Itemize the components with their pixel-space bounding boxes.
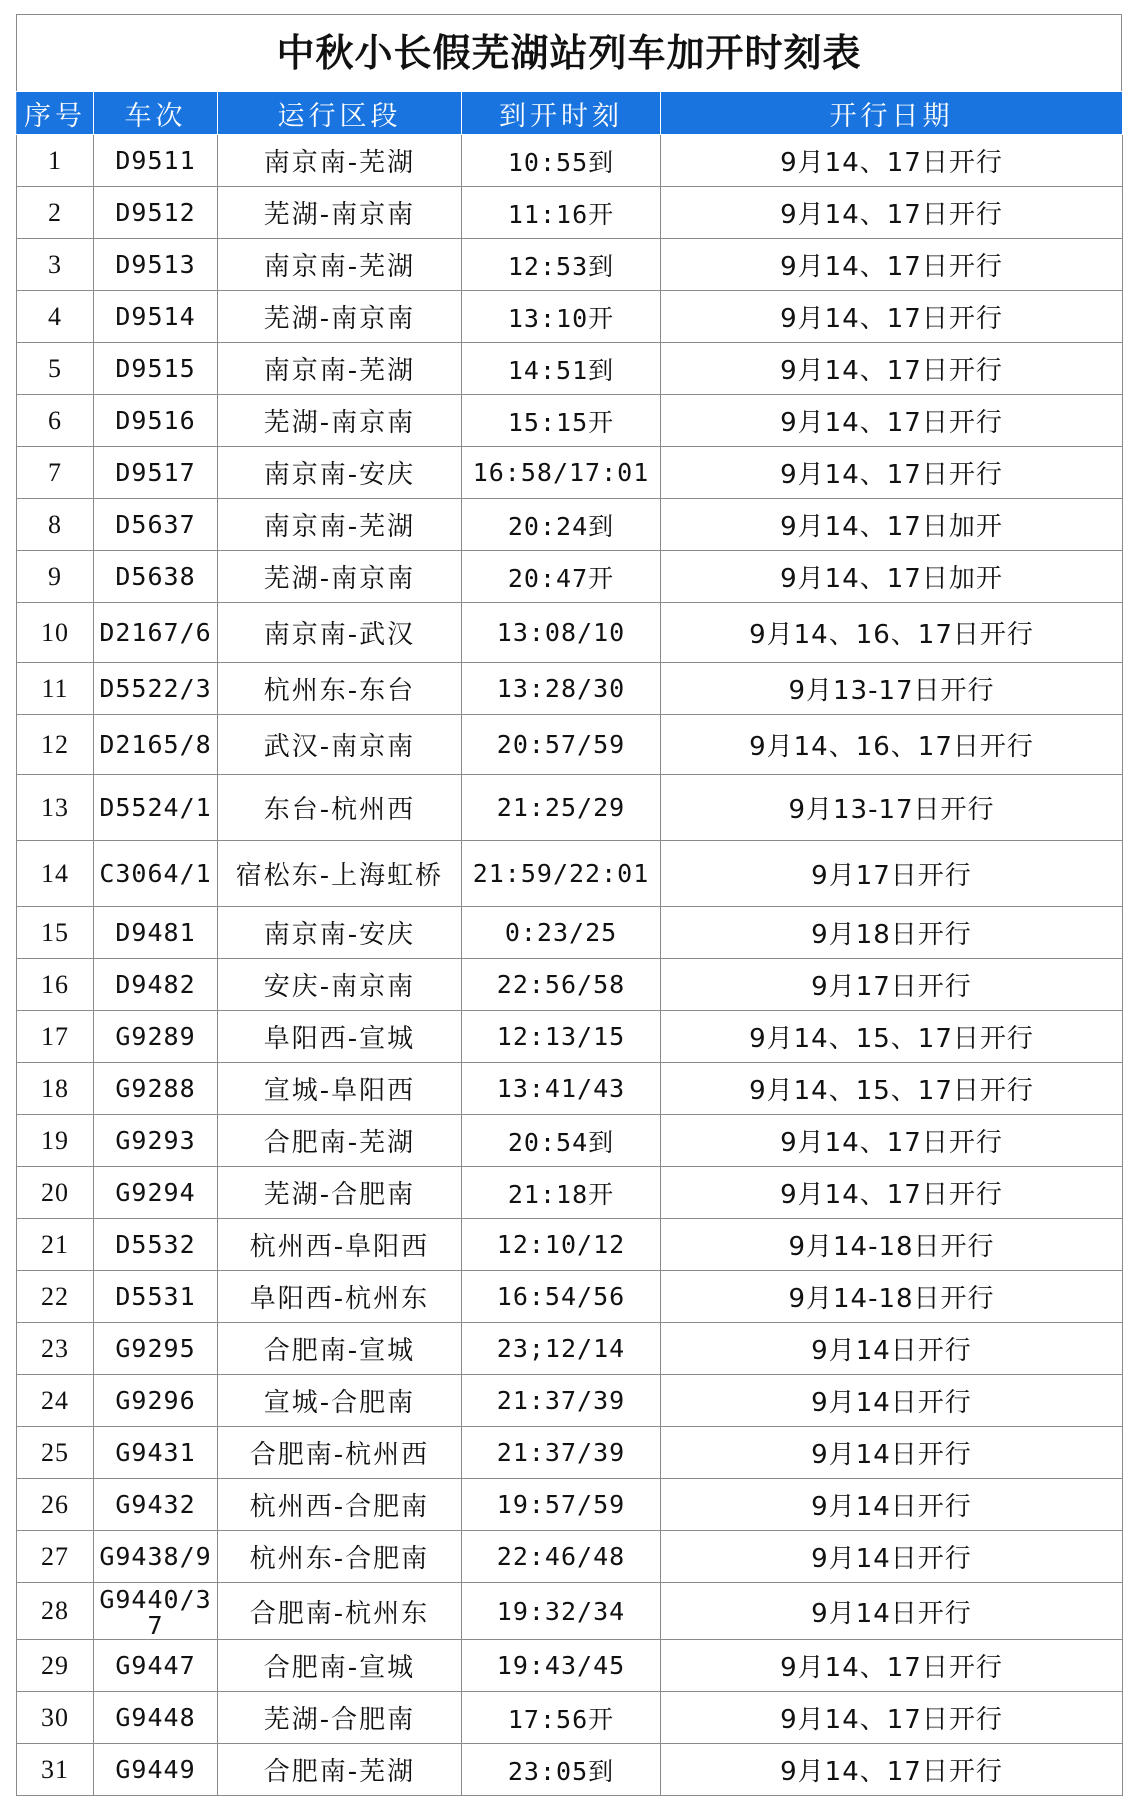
route-section: 阜阳西-宣城 (218, 1011, 462, 1063)
table-row (17, 1167, 1123, 1219)
operating-date: 9月14-18日开行 (661, 1271, 1123, 1323)
arrival-departure-time: 16:58/17:01 (462, 447, 661, 499)
train-number: D9516 (94, 395, 218, 447)
route-section: 宣城-合肥南 (218, 1375, 462, 1427)
timetable-body (17, 135, 1123, 1796)
route-section: 合肥南-宣城 (218, 1640, 462, 1692)
row-number: 17 (17, 1011, 94, 1063)
header-date: 开行日期 (661, 92, 1123, 135)
arrival-departure-time: 21:37/39 (462, 1375, 661, 1427)
train-number: G9293 (94, 1115, 218, 1167)
table-row (17, 1323, 1123, 1375)
page-title: 中秋小长假芜湖站列车加开时刻表 (16, 14, 1122, 91)
operating-date: 9月17日开行 (661, 841, 1123, 907)
train-number: G9440/37 (94, 1583, 218, 1640)
arrival-departure-time: 0:23/25 (462, 907, 661, 959)
row-number: 28 (17, 1583, 94, 1640)
route-section: 南京南-芜湖 (218, 343, 462, 395)
row-number: 20 (17, 1167, 94, 1219)
arrival-departure-time: 14:51到 (462, 343, 661, 395)
route-section: 宣城-阜阳西 (218, 1063, 462, 1115)
table-row (17, 239, 1123, 291)
row-number: 19 (17, 1115, 94, 1167)
operating-date: 9月14日开行 (661, 1375, 1123, 1427)
arrival-departure-time: 13:28/30 (462, 663, 661, 715)
table-row (17, 447, 1123, 499)
train-number: G9288 (94, 1063, 218, 1115)
route-section: 芜湖-合肥南 (218, 1167, 462, 1219)
arrival-departure-time: 21:59/22:01 (462, 841, 661, 907)
table-row (17, 1011, 1123, 1063)
table-row (17, 291, 1123, 343)
table-row (17, 135, 1123, 187)
operating-date: 9月14、17日加开 (661, 551, 1123, 603)
row-number: 21 (17, 1219, 94, 1271)
operating-date: 9月14、17日开行 (661, 187, 1123, 239)
table-row (17, 1583, 1123, 1640)
table-row (17, 1219, 1123, 1271)
route-section: 南京南-武汉 (218, 603, 462, 663)
route-section: 南京南-安庆 (218, 907, 462, 959)
operating-date: 9月14、17日开行 (661, 395, 1123, 447)
operating-date: 9月14、17日开行 (661, 343, 1123, 395)
table-row (17, 1063, 1123, 1115)
route-section: 南京南-芜湖 (218, 135, 462, 187)
table-row (17, 1744, 1123, 1796)
table-row (17, 907, 1123, 959)
train-number: D9514 (94, 291, 218, 343)
arrival-departure-time: 12:10/12 (462, 1219, 661, 1271)
arrival-departure-time: 23;12/14 (462, 1323, 661, 1375)
route-section: 合肥南-宣城 (218, 1323, 462, 1375)
arrival-departure-time: 11:16开 (462, 187, 661, 239)
operating-date: 9月14、17日开行 (661, 239, 1123, 291)
operating-date: 9月14、17日加开 (661, 499, 1123, 551)
arrival-departure-time: 20:24到 (462, 499, 661, 551)
table-row (17, 663, 1123, 715)
arrival-departure-time: 16:54/56 (462, 1271, 661, 1323)
operating-date: 9月14、17日开行 (661, 291, 1123, 343)
route-section: 阜阳西-杭州东 (218, 1271, 462, 1323)
train-number: D5524/1 (94, 775, 218, 841)
row-number: 4 (17, 291, 94, 343)
route-section: 南京南-芜湖 (218, 239, 462, 291)
header-train: 车次 (94, 92, 218, 135)
arrival-departure-time: 23:05到 (462, 1744, 661, 1796)
table-row (17, 1692, 1123, 1744)
row-number: 8 (17, 499, 94, 551)
operating-date: 9月14、17日开行 (661, 1115, 1123, 1167)
arrival-departure-time: 13:08/10 (462, 603, 661, 663)
arrival-departure-time: 22:56/58 (462, 959, 661, 1011)
route-section: 合肥南-芜湖 (218, 1115, 462, 1167)
table-row (17, 187, 1123, 239)
route-section: 杭州东-合肥南 (218, 1531, 462, 1583)
route-section: 宿松东-上海虹桥 (218, 841, 462, 907)
train-number: C3064/1 (94, 841, 218, 907)
row-number: 25 (17, 1427, 94, 1479)
row-number: 6 (17, 395, 94, 447)
row-number: 1 (17, 135, 94, 187)
arrival-departure-time: 12:13/15 (462, 1011, 661, 1063)
route-section: 东台-杭州西 (218, 775, 462, 841)
row-number: 10 (17, 603, 94, 663)
arrival-departure-time: 15:15开 (462, 395, 661, 447)
arrival-departure-time: 19:43/45 (462, 1640, 661, 1692)
operating-date: 9月14、17日开行 (661, 447, 1123, 499)
operating-date: 9月13-17日开行 (661, 775, 1123, 841)
arrival-departure-time: 20:54到 (462, 1115, 661, 1167)
operating-date: 9月14、17日开行 (661, 1640, 1123, 1692)
operating-date: 9月14、15、17日开行 (661, 1063, 1123, 1115)
row-number: 14 (17, 841, 94, 907)
table-row (17, 1640, 1123, 1692)
row-number: 27 (17, 1531, 94, 1583)
operating-date: 9月14、17日开行 (661, 1744, 1123, 1796)
route-section: 南京南-安庆 (218, 447, 462, 499)
train-number: D9512 (94, 187, 218, 239)
arrival-departure-time: 20:57/59 (462, 715, 661, 775)
table-row (17, 1427, 1123, 1479)
train-number: D9511 (94, 135, 218, 187)
operating-date: 9月17日开行 (661, 959, 1123, 1011)
operating-date: 9月14、15、17日开行 (661, 1011, 1123, 1063)
train-number: D5637 (94, 499, 218, 551)
table-row (17, 1115, 1123, 1167)
table-row (17, 499, 1123, 551)
train-number: G9296 (94, 1375, 218, 1427)
table-row (17, 603, 1123, 663)
train-number: G9431 (94, 1427, 218, 1479)
route-section: 合肥南-芜湖 (218, 1744, 462, 1796)
route-section: 杭州东-东台 (218, 663, 462, 715)
row-number: 7 (17, 447, 94, 499)
operating-date: 9月14、17日开行 (661, 135, 1123, 187)
route-section: 合肥南-杭州西 (218, 1427, 462, 1479)
row-number: 30 (17, 1692, 94, 1744)
table-row (17, 395, 1123, 447)
table-row (17, 1479, 1123, 1531)
header-no: 序号 (17, 92, 94, 135)
train-number: D2167/6 (94, 603, 218, 663)
arrival-departure-time: 12:53到 (462, 239, 661, 291)
train-number: D5532 (94, 1219, 218, 1271)
train-number: D9513 (94, 239, 218, 291)
operating-date: 9月13-17日开行 (661, 663, 1123, 715)
arrival-departure-time: 10:55到 (462, 135, 661, 187)
row-number: 23 (17, 1323, 94, 1375)
operating-date: 9月14、16、17日开行 (661, 603, 1123, 663)
table-row (17, 343, 1123, 395)
row-number: 26 (17, 1479, 94, 1531)
arrival-departure-time: 21:18开 (462, 1167, 661, 1219)
arrival-departure-time: 17:56开 (462, 1692, 661, 1744)
row-number: 24 (17, 1375, 94, 1427)
train-number: G9294 (94, 1167, 218, 1219)
table-row (17, 1375, 1123, 1427)
header-row (17, 92, 1123, 135)
train-number: D9481 (94, 907, 218, 959)
arrival-departure-time: 13:41/43 (462, 1063, 661, 1115)
row-number: 5 (17, 343, 94, 395)
route-section: 芜湖-南京南 (218, 187, 462, 239)
arrival-departure-time: 21:25/29 (462, 775, 661, 841)
train-number: G9438/9 (94, 1531, 218, 1583)
operating-date: 9月14、17日开行 (661, 1167, 1123, 1219)
train-number: G9295 (94, 1323, 218, 1375)
route-section: 芜湖-合肥南 (218, 1692, 462, 1744)
train-number: G9447 (94, 1640, 218, 1692)
arrival-departure-time: 20:47开 (462, 551, 661, 603)
table-row (17, 715, 1123, 775)
arrival-departure-time: 21:37/39 (462, 1427, 661, 1479)
table-row (17, 1271, 1123, 1323)
header-section: 运行区段 (218, 92, 462, 135)
train-number: D9517 (94, 447, 218, 499)
row-number: 22 (17, 1271, 94, 1323)
timetable (16, 91, 1123, 1796)
operating-date: 9月18日开行 (661, 907, 1123, 959)
operating-date: 9月14日开行 (661, 1427, 1123, 1479)
arrival-departure-time: 13:10开 (462, 291, 661, 343)
train-number: G9448 (94, 1692, 218, 1744)
table-row (17, 841, 1123, 907)
arrival-departure-time: 19:57/59 (462, 1479, 661, 1531)
operating-date: 9月14日开行 (661, 1583, 1123, 1640)
train-number: D9515 (94, 343, 218, 395)
table-row (17, 551, 1123, 603)
row-number: 31 (17, 1744, 94, 1796)
train-number: D5638 (94, 551, 218, 603)
row-number: 9 (17, 551, 94, 603)
train-number: G9432 (94, 1479, 218, 1531)
row-number: 3 (17, 239, 94, 291)
route-section: 芜湖-南京南 (218, 291, 462, 343)
row-number: 12 (17, 715, 94, 775)
timetable-sheet (16, 14, 1122, 1804)
route-section: 南京南-芜湖 (218, 499, 462, 551)
operating-date: 9月14、16、17日开行 (661, 715, 1123, 775)
row-number: 16 (17, 959, 94, 1011)
operating-date: 9月14-18日开行 (661, 1219, 1123, 1271)
row-number: 18 (17, 1063, 94, 1115)
route-section: 安庆-南京南 (218, 959, 462, 1011)
operating-date: 9月14、17日开行 (661, 1692, 1123, 1744)
train-number: D5531 (94, 1271, 218, 1323)
header-time: 到开时刻 (462, 92, 661, 135)
table-row (17, 959, 1123, 1011)
row-number: 29 (17, 1640, 94, 1692)
train-number: D2165/8 (94, 715, 218, 775)
train-number: G9449 (94, 1744, 218, 1796)
row-number: 15 (17, 907, 94, 959)
arrival-departure-time: 22:46/48 (462, 1531, 661, 1583)
row-number: 13 (17, 775, 94, 841)
route-section: 武汉-南京南 (218, 715, 462, 775)
operating-date: 9月14日开行 (661, 1531, 1123, 1583)
train-number: D9482 (94, 959, 218, 1011)
table-row (17, 1531, 1123, 1583)
route-section: 杭州西-阜阳西 (218, 1219, 462, 1271)
route-section: 芜湖-南京南 (218, 551, 462, 603)
operating-date: 9月14日开行 (661, 1479, 1123, 1531)
row-number: 2 (17, 187, 94, 239)
table-row (17, 775, 1123, 841)
train-number: G9289 (94, 1011, 218, 1063)
route-section: 合肥南-杭州东 (218, 1583, 462, 1640)
operating-date: 9月14日开行 (661, 1323, 1123, 1375)
row-number: 11 (17, 663, 94, 715)
route-section: 杭州西-合肥南 (218, 1479, 462, 1531)
arrival-departure-time: 19:32/34 (462, 1583, 661, 1640)
train-number: D5522/3 (94, 663, 218, 715)
route-section: 芜湖-南京南 (218, 395, 462, 447)
